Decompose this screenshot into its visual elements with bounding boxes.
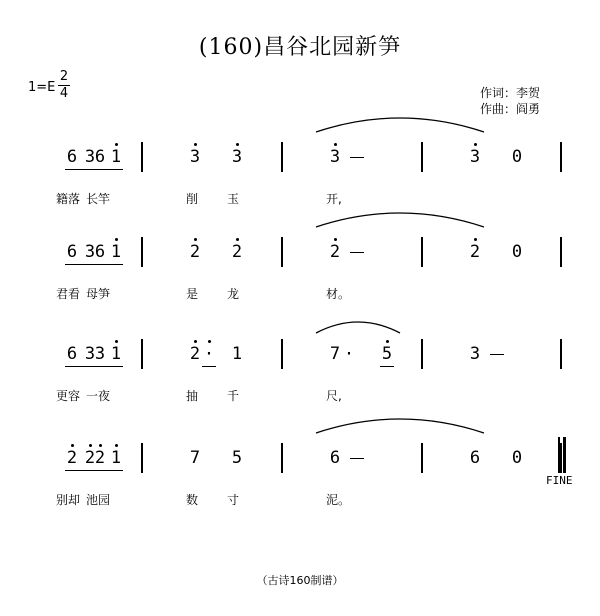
augmentation-dot: · <box>343 344 355 364</box>
note: 5 <box>231 448 243 468</box>
lyric: 母笋 <box>86 287 111 301</box>
note: 0 <box>511 448 523 468</box>
note: 6 <box>469 448 481 468</box>
note: 6 <box>66 147 78 167</box>
note: 2 <box>66 448 78 468</box>
lyric: 玉 <box>227 192 240 206</box>
lyric: 龙 <box>227 287 240 301</box>
note: 7 <box>329 344 341 364</box>
note: 0 <box>511 242 523 262</box>
lyric: 池园 <box>86 493 111 507</box>
note: 6 <box>94 242 106 262</box>
page-title: (160)昌谷北园新笋 <box>198 35 402 60</box>
note: 1 <box>110 344 122 364</box>
lyric: 数 <box>186 493 199 507</box>
note: 1 <box>110 448 122 468</box>
lyric: 一夜 <box>86 389 111 403</box>
key-signature: 1=E <box>28 80 56 95</box>
lyric: 别却 <box>56 493 81 507</box>
note: 6 <box>329 448 341 468</box>
lyric: 千 <box>227 389 240 403</box>
note: 2 <box>84 448 96 468</box>
note: 3 <box>84 147 96 167</box>
time-signature-top: 2 <box>59 69 69 84</box>
lyric: 长竿 <box>86 192 111 206</box>
note: 3 <box>84 344 96 364</box>
final-bar-thick <box>563 437 566 473</box>
note: 1 <box>110 147 122 167</box>
note: 2 <box>94 448 106 468</box>
note: 3 <box>469 147 481 167</box>
augmentation-dot: · <box>203 344 215 364</box>
note: 3 <box>189 147 201 167</box>
note: 3 <box>329 147 341 167</box>
note: 2 <box>189 344 201 364</box>
lyric: 削 <box>186 192 199 206</box>
note: 2 <box>329 242 341 262</box>
note: 2 <box>231 242 243 262</box>
lyric: 是 <box>186 287 199 301</box>
note: 7 <box>189 448 201 468</box>
note: 6 <box>66 242 78 262</box>
note: 1 <box>110 242 122 262</box>
note: 6 <box>94 147 106 167</box>
note: 0 <box>511 147 523 167</box>
note: 6 <box>66 344 78 364</box>
final-bar-thin <box>558 437 560 473</box>
note: 2 <box>469 242 481 262</box>
note: 3 <box>94 344 106 364</box>
footer-note: （古诗160制谱） <box>256 574 344 587</box>
time-signature-bottom: 4 <box>59 86 69 101</box>
lyric: 君看 <box>56 287 81 301</box>
lyric: 籍落 <box>56 192 81 206</box>
note: 2 <box>189 242 201 262</box>
fine-mark: FINE <box>546 474 573 487</box>
lyricist-credit: 作词：李贺 <box>480 86 541 100</box>
note: 3 <box>469 344 481 364</box>
lyric: 更容 <box>56 389 81 403</box>
lyric: 开, <box>326 192 342 206</box>
lyric: 寸 <box>227 493 240 507</box>
note: 5 <box>381 344 393 364</box>
lyric: 材。 <box>326 287 351 301</box>
lyric: 泥。 <box>326 493 351 507</box>
composer-credit: 作曲：阎勇 <box>480 102 541 116</box>
lyric: 抽 <box>186 389 199 403</box>
note: 1 <box>231 344 243 364</box>
note: 3 <box>84 242 96 262</box>
lyric: 尺, <box>326 389 342 403</box>
note: 3 <box>231 147 243 167</box>
